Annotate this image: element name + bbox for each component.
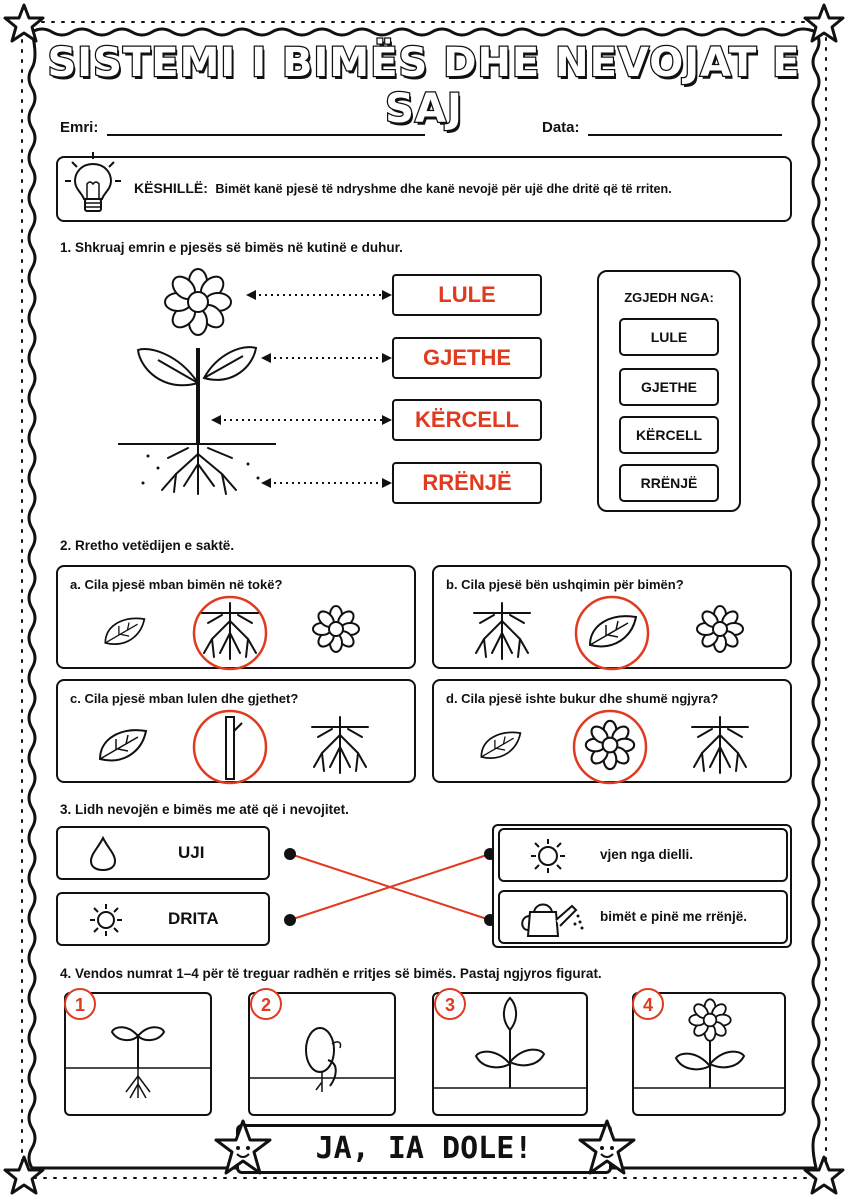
water-drop-icon <box>88 836 118 872</box>
word-bank-title: ZGJEDH NGA: <box>624 290 714 305</box>
leaf-icon <box>100 730 146 760</box>
step-number-1[interactable]: 1 <box>64 988 96 1020</box>
star-icon <box>2 1154 46 1198</box>
need-water-box[interactable] <box>56 826 270 880</box>
leaf-icon <box>105 618 144 644</box>
watering-can-icon <box>518 898 584 940</box>
stem-icon <box>226 717 242 779</box>
roots-icon <box>202 603 258 659</box>
roots-icon <box>474 603 530 659</box>
match-water-label: bimët e pinë me rrënjë. <box>600 909 748 924</box>
star-icon <box>802 2 846 46</box>
name-line[interactable] <box>107 118 425 136</box>
word-chip[interactable]: KËRCELL <box>619 416 719 454</box>
step-number-4[interactable]: 4 <box>632 988 664 1020</box>
roots-icon <box>162 444 236 494</box>
roots-icon <box>312 717 368 773</box>
flower-icon <box>313 606 359 652</box>
word-chip[interactable]: LULE <box>619 318 719 356</box>
match-lines <box>280 840 500 940</box>
match-sun-box[interactable] <box>498 828 788 882</box>
word-chip[interactable]: RRËNJË <box>619 464 719 502</box>
answer-box-1[interactable]: LULE <box>392 274 542 316</box>
question-2b-card <box>432 565 792 669</box>
match-sun-label: vjen nga dielli. <box>600 847 694 862</box>
question-2-prompt: 2. Rretho vetëdijen e saktë. <box>60 538 235 553</box>
question-2a-label: a. Cila pjesë mban bimën në tokë? <box>70 577 283 592</box>
flower-icon <box>165 269 231 335</box>
name-label: Emri: <box>60 119 99 136</box>
tip-heading: KËSHILLË: <box>134 180 208 196</box>
leaf-icon <box>590 616 636 646</box>
question-2d-label: d. Cila pjesë ishte bukur dhe shumë ngjyra? <box>446 691 719 706</box>
stem-leaves-icon <box>138 347 256 444</box>
need-light-label: DRITA <box>168 909 219 928</box>
question-2a-card <box>56 565 416 669</box>
question-1-prompt: 1. Shkruaj emrin e pjesës së bimës në kutinë e duhur. <box>60 240 403 255</box>
name-field[interactable] <box>60 118 425 136</box>
tip-box <box>56 156 792 222</box>
date-line[interactable] <box>588 118 782 136</box>
smiling-star-icon <box>576 1118 638 1180</box>
sun-icon <box>530 838 566 874</box>
smiling-star-icon <box>212 1118 274 1180</box>
lightbulb-icon <box>64 150 122 220</box>
leaf-icon <box>481 732 520 758</box>
flower-icon <box>697 606 743 652</box>
date-label: Data: <box>542 119 580 136</box>
answer-box-3[interactable]: KËRCELL <box>392 399 542 441</box>
connector-arrows <box>218 295 386 483</box>
date-field[interactable] <box>542 118 782 136</box>
need-water-label: UJI <box>178 843 205 862</box>
tip-text: Bimët kanë pjesë të ndryshme dhe kanë nevojë për ujë dhe dritë që të rriten. <box>215 182 672 196</box>
word-bank <box>597 270 741 512</box>
footer-banner: JA, IA DOLE! <box>236 1124 612 1174</box>
need-light-box[interactable] <box>56 892 270 946</box>
page-title: SISTEMI I BIMËS DHE NEVOJAT E SAJ <box>47 40 801 132</box>
star-icon <box>802 1154 846 1198</box>
question-2c-card <box>56 679 416 783</box>
answer-box-2[interactable]: GJETHE <box>392 337 542 379</box>
step-number-3[interactable]: 3 <box>434 988 466 1020</box>
question-2c-label: c. Cila pjesë mban lulen dhe gjethet? <box>70 691 299 706</box>
roots-icon <box>692 717 748 773</box>
question-2d-card <box>432 679 792 783</box>
step-number-2[interactable]: 2 <box>250 988 282 1020</box>
question-4-prompt: 4. Vendos numrat 1–4 për të treguar radhën e rritjes së bimës. Pastaj ngjyros figurat. <box>60 966 602 981</box>
question-2b-label: b. Cila pjesë bën ushqimin për bimën? <box>446 577 684 592</box>
word-chip[interactable]: GJETHE <box>619 368 719 406</box>
answer-box-4[interactable]: RRËNJË <box>392 462 542 504</box>
sun-icon <box>88 902 124 938</box>
flower-icon <box>586 721 634 769</box>
match-water-box[interactable] <box>498 890 788 944</box>
plant-diagram <box>118 268 398 498</box>
question-3-prompt: 3. Lidh nevojën e bimës me atë që i nevojitet. <box>60 802 349 817</box>
